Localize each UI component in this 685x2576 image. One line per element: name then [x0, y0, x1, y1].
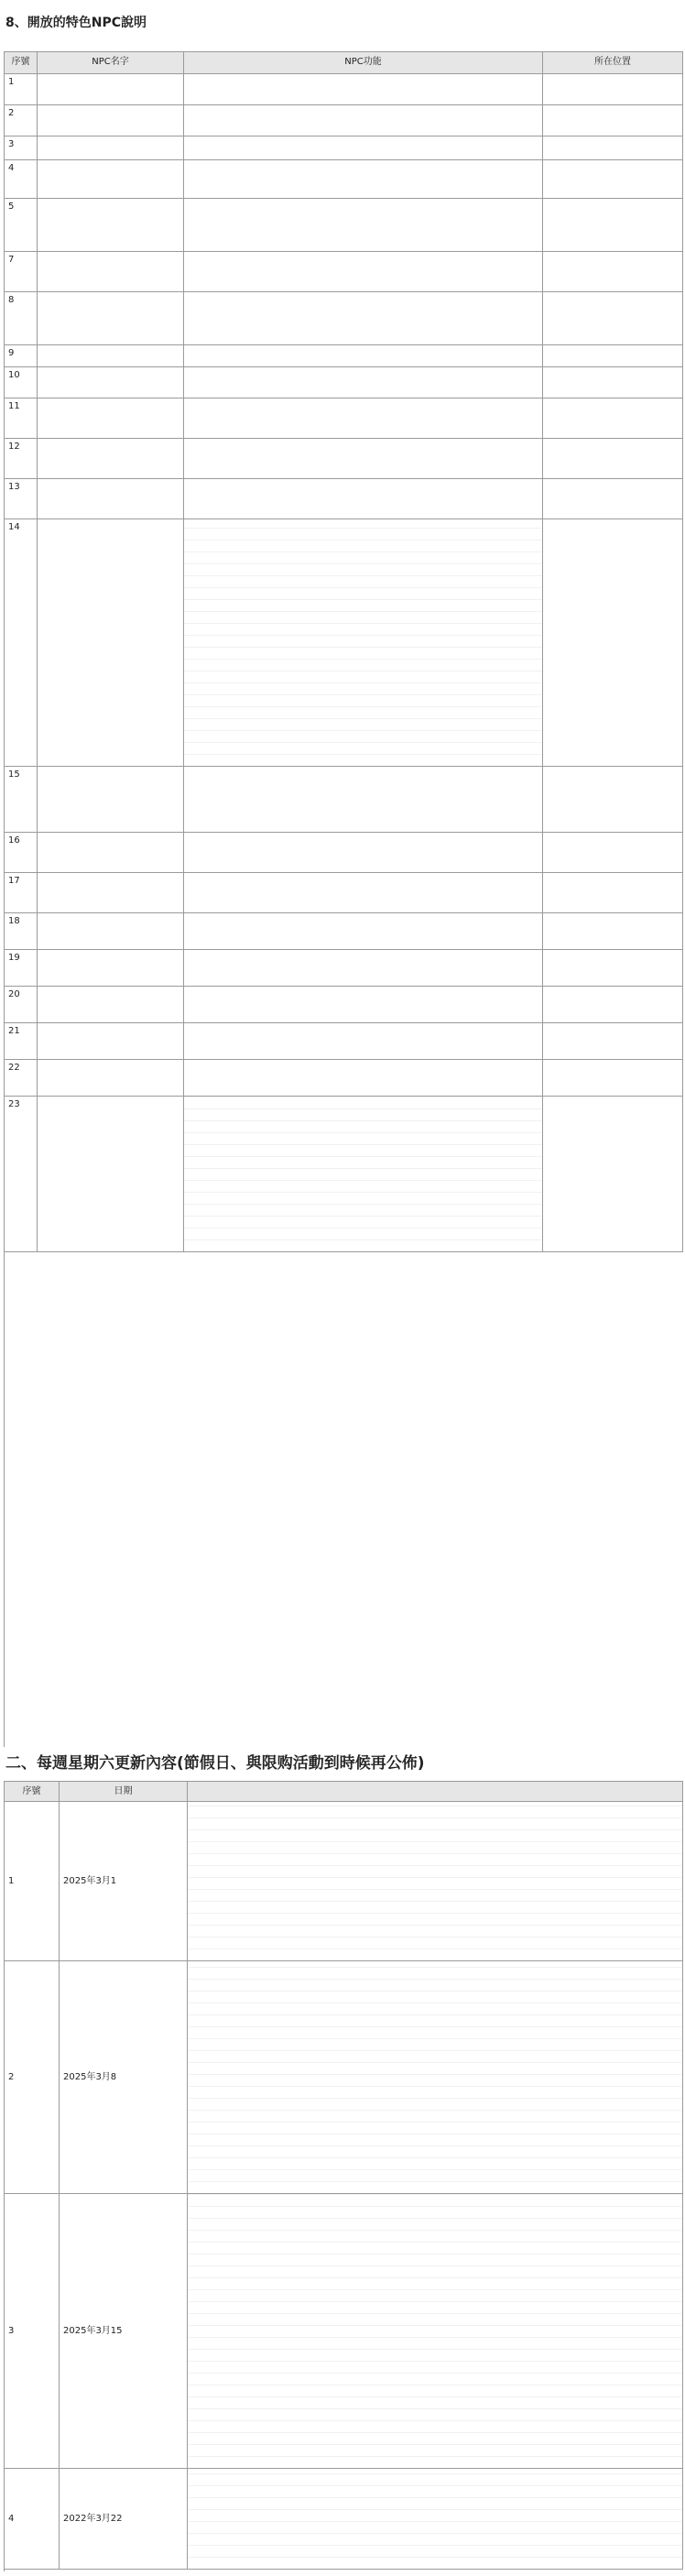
header-cell: 序號 — [5, 52, 38, 74]
npc-location — [543, 479, 683, 519]
update-date: 2025年3月1 — [60, 1802, 188, 1961]
npc-function — [184, 873, 543, 913]
npc-name — [38, 105, 184, 136]
npc-location — [543, 398, 683, 439]
update-content — [188, 1802, 683, 1961]
npc-location — [543, 1060, 683, 1097]
table-row-number: 4 — [5, 160, 38, 199]
npc-name — [38, 292, 184, 345]
npc-location — [543, 873, 683, 913]
table-row-number: 3 — [5, 136, 38, 160]
table-row-number: 5 — [5, 199, 38, 252]
npc-location — [543, 439, 683, 479]
npc-name — [38, 367, 184, 398]
table-row-number: 15 — [5, 767, 38, 833]
table-row-number: 1 — [5, 74, 38, 105]
table-row-number: 2 — [5, 105, 38, 136]
npc-name — [38, 1023, 184, 1060]
npc-name — [38, 345, 184, 367]
npc-location — [543, 519, 683, 767]
table-row-number: 20 — [5, 987, 38, 1023]
npc-function — [184, 292, 543, 345]
npc-function — [184, 439, 543, 479]
table-row-number: 22 — [5, 1060, 38, 1097]
update-date: 2022年3月22 — [60, 2469, 188, 2570]
npc-function — [184, 136, 543, 160]
npc-function — [184, 252, 543, 292]
update-content — [188, 2469, 683, 2570]
npc-function — [184, 987, 543, 1023]
npc-table — [4, 51, 683, 1747]
section-title-npc: 8、開放的特色NPC說明 — [5, 16, 147, 30]
npc-location — [543, 1097, 683, 1252]
table-row-number: 1 — [5, 1802, 60, 1961]
npc-function — [184, 913, 543, 950]
npc-name — [38, 833, 184, 873]
header-cell: 日期 — [60, 1782, 188, 1802]
table-row-number: 14 — [5, 519, 38, 767]
table-row-number: 12 — [5, 439, 38, 479]
npc-location — [543, 987, 683, 1023]
npc-function — [184, 345, 543, 367]
npc-function — [184, 950, 543, 987]
npc-function — [184, 1023, 543, 1060]
table-row-number: 13 — [5, 479, 38, 519]
table-row-number: 10 — [5, 367, 38, 398]
npc-function — [184, 160, 543, 199]
npc-name — [38, 160, 184, 199]
npc-function — [184, 519, 543, 767]
npc-name — [38, 987, 184, 1023]
npc-name — [38, 199, 184, 252]
npc-function — [184, 1097, 543, 1252]
table-row-number: 23 — [5, 1097, 38, 1252]
table-row-number: 9 — [5, 345, 38, 367]
npc-location — [543, 160, 683, 199]
npc-location — [543, 1023, 683, 1060]
npc-name — [38, 439, 184, 479]
npc-function — [184, 767, 543, 833]
npc-name — [38, 913, 184, 950]
npc-name — [38, 479, 184, 519]
npc-function — [184, 479, 543, 519]
header-cell: 所在位置 — [543, 52, 683, 74]
table-row-number: 16 — [5, 833, 38, 873]
table-row-number: 7 — [5, 252, 38, 292]
table-row-number: 8 — [5, 292, 38, 345]
header-cell: NPC功能 — [184, 52, 543, 74]
table-row-number: 11 — [5, 398, 38, 439]
npc-name — [38, 398, 184, 439]
npc-name — [38, 950, 184, 987]
header-cell — [188, 1782, 683, 1802]
npc-location — [543, 292, 683, 345]
weekly-update-table — [4, 1781, 683, 2571]
npc-function — [184, 398, 543, 439]
npc-location — [543, 136, 683, 160]
npc-location — [543, 252, 683, 292]
npc-name — [38, 252, 184, 292]
update-content — [188, 1961, 683, 2194]
table-row-number: 2 — [5, 1961, 60, 2194]
npc-name — [38, 519, 184, 767]
section-title-weekly-update: 二、每週星期六更新內容(節假日、與限购活動到時候再公佈) — [5, 1754, 425, 1773]
npc-function — [184, 833, 543, 873]
npc-location — [543, 833, 683, 873]
npc-name — [38, 767, 184, 833]
update-date: 2025年3月8 — [60, 1961, 188, 2194]
npc-name — [38, 136, 184, 160]
npc-function — [184, 367, 543, 398]
npc-name — [38, 1060, 184, 1097]
update-date: 2025年3月15 — [60, 2194, 188, 2469]
npc-name — [38, 1097, 184, 1252]
table-row-number: 4 — [5, 2469, 60, 2570]
npc-location — [543, 950, 683, 987]
npc-name — [38, 873, 184, 913]
npc-function — [184, 74, 543, 105]
npc-location — [543, 367, 683, 398]
table-row-number: 19 — [5, 950, 38, 987]
update-content — [188, 2194, 683, 2469]
npc-location — [543, 105, 683, 136]
header-cell: 序號 — [5, 1782, 60, 1802]
table-row-number: 3 — [5, 2194, 60, 2469]
npc-location — [543, 767, 683, 833]
npc-location — [543, 345, 683, 367]
table-row-number: 21 — [5, 1023, 38, 1060]
npc-location — [543, 74, 683, 105]
npc-function — [184, 105, 543, 136]
npc-name — [38, 74, 184, 105]
npc-function — [184, 199, 543, 252]
table-row-number: 17 — [5, 873, 38, 913]
npc-location — [543, 199, 683, 252]
npc-function — [184, 1060, 543, 1097]
header-cell: NPC名字 — [38, 52, 184, 74]
npc-location — [543, 913, 683, 950]
table-row-number: 18 — [5, 913, 38, 950]
